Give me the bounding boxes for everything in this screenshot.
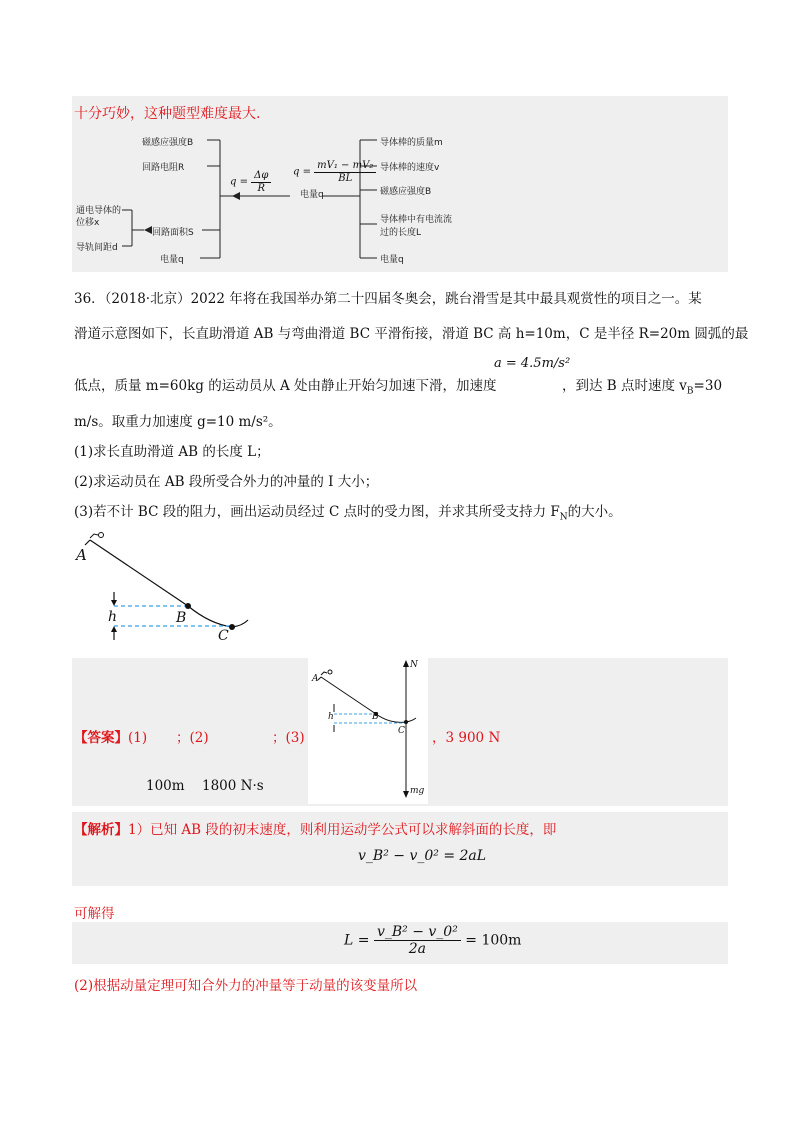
question-part-3-text: (3)若不计 BC 段的阻力，画出运动员经过 C 点时的受力图，并求其所受支持力 F (74, 504, 560, 520)
solve-text: 可解得 (74, 906, 115, 922)
concept-center-label: 电量q (300, 190, 324, 200)
concept-right-item: 电量q (380, 255, 404, 265)
numerator: v_B² − v_0² (374, 924, 461, 941)
point-b-label: B (176, 610, 187, 626)
formula-lhs: q = (293, 166, 311, 178)
concept-left-item: 回路电阻R (142, 163, 185, 173)
numerator: mV₁ − mV₂ (314, 160, 376, 173)
question-line-1: 36．（2018·北京）2022 年将在我国举办第二十四届冬奥会，跳台滑雪是其中最具观赏性的项目之一。某 (74, 291, 702, 307)
force-a-label: A (312, 674, 319, 684)
question-line-3-a: 低点，质量 m=60kg 的运动员从 A 处由静止开始匀加速下滑，加速度 (74, 378, 497, 394)
normal-force-label: N (410, 660, 418, 670)
concept-far-left-item: 通电导体的 (76, 206, 122, 216)
question-line-3-b (562, 374, 722, 397)
question-line-3-text: ，到达 B 点时速度 v (562, 378, 687, 394)
formula-q-flux (230, 170, 271, 194)
ski-slope-figure (70, 530, 260, 650)
answer-line (74, 726, 147, 746)
analysis-part-2: (2)根据动量定理可知合外力的冲量等于动量的该变量所以 (74, 978, 418, 994)
concept-left-item: 磁感应强度B (142, 138, 194, 148)
formula-lhs: q = (230, 176, 248, 188)
concept-far-left-item: 导轨间距d (76, 243, 118, 253)
height-label: h (108, 609, 118, 625)
analysis-line (74, 818, 556, 838)
denominator: 2a (408, 941, 426, 958)
concept-left-item: 电量q (160, 255, 184, 265)
concept-far-left-item: 位移x (76, 218, 100, 228)
point-a-label: A (76, 546, 87, 564)
question-part-1: (1)求长直助滑道 AB 的长度 L； (74, 444, 270, 460)
answer-sep-1: ；(2) (176, 730, 209, 746)
concept-right-item: 导体棒中有电流流 (380, 215, 453, 225)
denominator: BL (338, 172, 353, 184)
answer-part-1: (1) (128, 730, 148, 746)
answer-value-1: 100m (146, 778, 185, 794)
concept-right-item: 导体棒的速度v (380, 163, 440, 173)
subscript: N (559, 512, 568, 523)
fraction (251, 170, 271, 194)
answer-part-3-value: ，3 900 N (432, 730, 501, 746)
concept-right-item: 过的长度L (380, 228, 422, 238)
force-diagram (308, 658, 428, 804)
force-b-label: B (372, 712, 379, 722)
force-c-label: C (398, 726, 405, 736)
acceleration-formula: a = 4.5m/s² (494, 356, 571, 371)
subscript: B (686, 386, 694, 397)
intro-note: 十分巧妙，这种题型难度最大. (74, 106, 261, 122)
concept-right-item: 磁感应强度B (380, 187, 432, 197)
kinematics-equation: v_B² − v_0² = 2aL (358, 848, 487, 864)
eq-lhs: L = (344, 932, 370, 949)
question-line-3-end: =30 (693, 378, 723, 394)
question-part-3 (74, 500, 622, 523)
concept-left-item: 回路面积S (152, 228, 194, 238)
analysis-label: 【解析】 (74, 822, 128, 838)
length-solution (344, 924, 521, 957)
force-h-label: h (328, 712, 334, 722)
formula-q-momentum (293, 160, 376, 184)
answer-value-2: 1800 N·s (202, 778, 264, 794)
question-line-2: 滑道示意图如下，长直助滑道 AB 与弯曲滑道 BC 平滑衔接，滑道 BC 高 h=10m，C 是半径 R=20m 圆弧的最 (74, 326, 749, 342)
question-line-3 (74, 374, 497, 394)
answer-sep-2: ；(3) (272, 730, 305, 746)
eq-result: = 100m (465, 932, 522, 949)
concept-right-item: 导体棒的质量m (380, 138, 443, 148)
concept-diagram (72, 130, 728, 272)
numerator: Δφ (251, 170, 271, 183)
analysis-text: 1）已知 AB 段的初末速度，则利用运动学公式可以求解斜面的长度，即 (128, 822, 557, 838)
answer-label: 【答案】 (74, 730, 128, 746)
fraction (314, 160, 376, 184)
question-part-2: (2)求运动员在 AB 段所受合外力的冲量的 I 大小； (74, 474, 379, 490)
question-line-4: m/s。取重力加速度 g=10 m/s²。 (74, 414, 282, 430)
question-part-3-end: 的大小。 (567, 504, 622, 520)
point-c-label: C (218, 628, 229, 644)
denominator: R (257, 182, 266, 194)
gravity-label: mg (410, 786, 425, 796)
fraction (374, 924, 461, 957)
